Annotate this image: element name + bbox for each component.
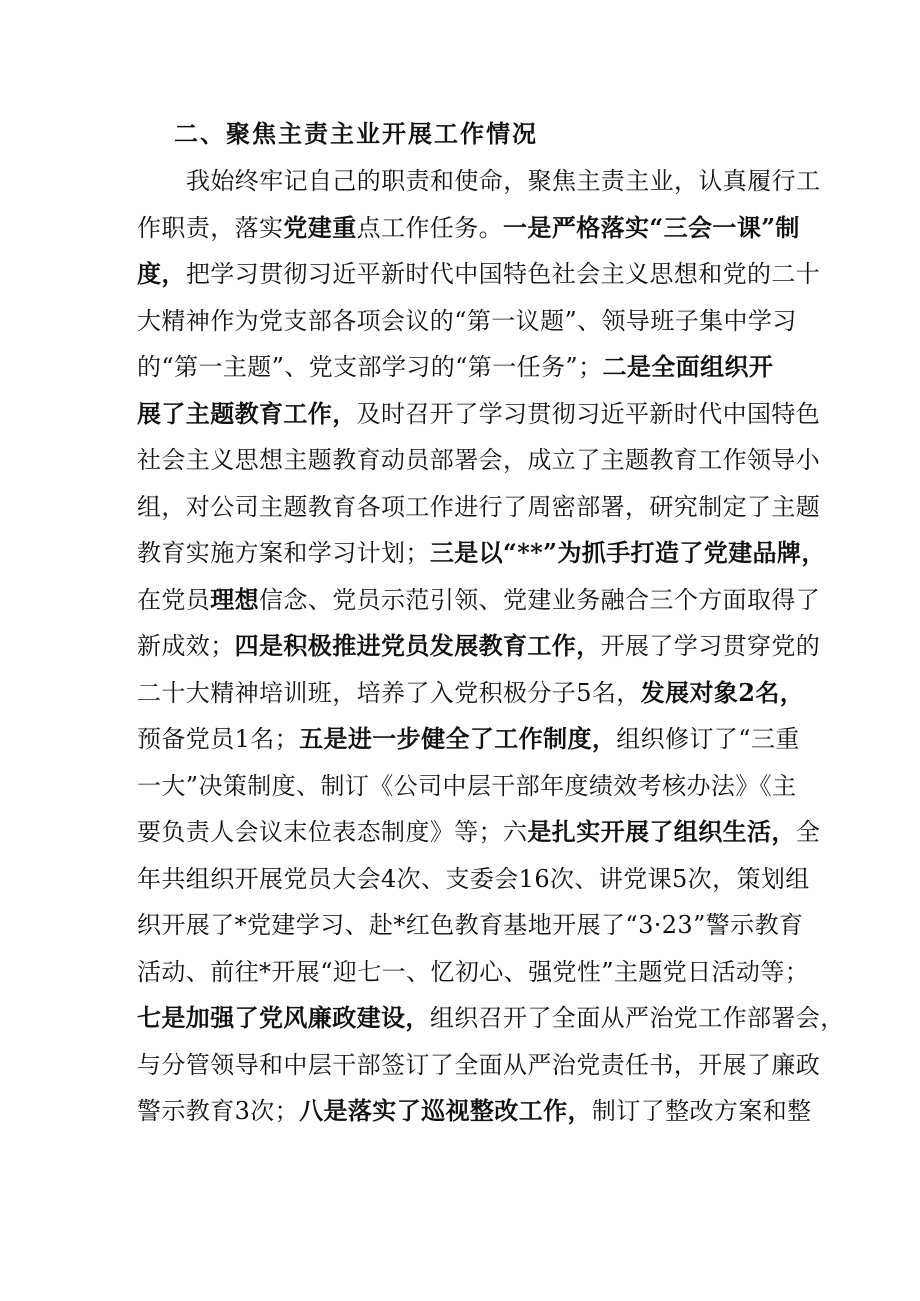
text-segment: 与分管领导和中层干部签订了全面从严治党责任书，开展了廉政 xyxy=(137,1050,821,1079)
text-segment: 大精神作为党支部各项会议的“第一议题”、领导班子集中学习 xyxy=(137,306,797,335)
text-line xyxy=(137,763,797,810)
text-segment: 组织召开了全面从严治党工作部署会， xyxy=(429,1004,845,1032)
text-segment: 的“第一主题”、党支部学习的“第一任务”； xyxy=(137,353,603,381)
bold-text-segment: 一是严格落实“三会一课”制 xyxy=(503,212,800,242)
text-segment: 二十大精神培训班，培养了入党积极分子5名， xyxy=(137,678,641,707)
text-segment: 我始终牢记自己的职责和使命，聚焦主责主业，认真履行工 xyxy=(186,167,821,195)
text-segment: 全 xyxy=(795,818,821,846)
bold-text-segment: 度， xyxy=(137,259,186,288)
text-segment: 新成效； xyxy=(137,632,235,660)
text-line xyxy=(137,902,804,949)
bold-text-segment: 三是以“**”为抓手打造了党建品牌， xyxy=(429,538,826,567)
text-line xyxy=(137,670,805,717)
bold-text-segment: 党建重 xyxy=(283,212,357,242)
text-line xyxy=(137,1088,812,1135)
text-line xyxy=(137,623,821,670)
text-segment: 警示教育3次； xyxy=(137,1097,300,1125)
text-segment: 织开展了*党建学习、赴*红色教育基地开展了“3·23”警示教育 xyxy=(137,911,804,939)
text-line xyxy=(137,716,800,763)
bold-text-segment: 四是积极推进党员发展教育工作， xyxy=(234,631,601,660)
text-line xyxy=(137,205,800,252)
text-segment: 年共组织开展党员大会4次、支委会16次、讲党课5次，策划组 xyxy=(137,864,810,893)
text-segment: 活动、前往*开展“迎七一、忆初心、强党性”主题党日活动等； xyxy=(137,957,810,986)
text-segment: 一大”决策制度、制订《公司中层干部年度绩效考核办法》《主 xyxy=(137,771,797,800)
text-line xyxy=(137,856,810,903)
bold-text-segment: 二是全面组织开 xyxy=(602,352,774,381)
text-line xyxy=(137,344,797,391)
text-segment: 作职责，落实 xyxy=(137,213,284,242)
text-line xyxy=(137,158,821,205)
text-line xyxy=(137,809,821,856)
text-segment: 点工作任务。 xyxy=(356,213,504,242)
text-segment: 制订了整改方案和整 xyxy=(591,1097,812,1125)
text-segment: 开展了学习贯穿党的 xyxy=(600,632,821,660)
text-line xyxy=(137,530,826,577)
text-line xyxy=(137,577,821,624)
text-segment: 组织修订了“三重 xyxy=(616,725,800,753)
bold-text-segment: 理想 xyxy=(210,584,260,614)
text-line xyxy=(137,1042,821,1089)
text-segment: 组，对公司主题教育各项工作进行了周密部署，研究制定了主题 xyxy=(137,492,821,521)
text-segment: 社会主义思想主题教育动员部署会，成立了主题教育工作领导小 xyxy=(137,446,821,474)
text-segment: 要负责人会议末位表态制度》等；六 xyxy=(137,818,528,846)
text-line xyxy=(137,251,821,298)
text-segment: 信念、党员示范引领、党建业务融合三个方面取得了 xyxy=(259,585,821,614)
text-segment: 预备党员1名； xyxy=(137,725,300,753)
bold-text-segment: 展了主题教育工作， xyxy=(137,398,357,428)
section-heading: 二、聚焦主责主业开展工作情况 xyxy=(174,119,538,148)
bold-text-segment: 发展对象2名， xyxy=(640,677,805,707)
body-paragraph xyxy=(137,158,845,1135)
text-segment: 及时召开了学习贯彻习近平新时代中国特色 xyxy=(356,399,821,428)
text-line xyxy=(137,995,845,1042)
text-line xyxy=(137,949,810,996)
text-line xyxy=(137,484,821,531)
bold-text-segment: 五是进一步健全了工作制度， xyxy=(299,724,617,753)
text-line xyxy=(137,437,821,484)
text-segment: 把学习贯彻习近平新时代中国特色社会主义思想和党的二十 xyxy=(185,260,821,288)
bold-text-segment: 八是 xyxy=(299,1096,348,1125)
bold-text-segment: 是扎实开展了组织生活， xyxy=(527,817,796,846)
text-segment: 在党员 xyxy=(137,585,211,614)
text-line xyxy=(137,391,821,438)
bold-text-segment: 落实了巡视整改工作， xyxy=(347,1096,592,1125)
text-line xyxy=(137,298,797,345)
text-segment: 教育实施方案和学习计划； xyxy=(137,539,430,567)
bold-text-segment: 七是加强了党风廉政建设， xyxy=(137,1003,430,1032)
